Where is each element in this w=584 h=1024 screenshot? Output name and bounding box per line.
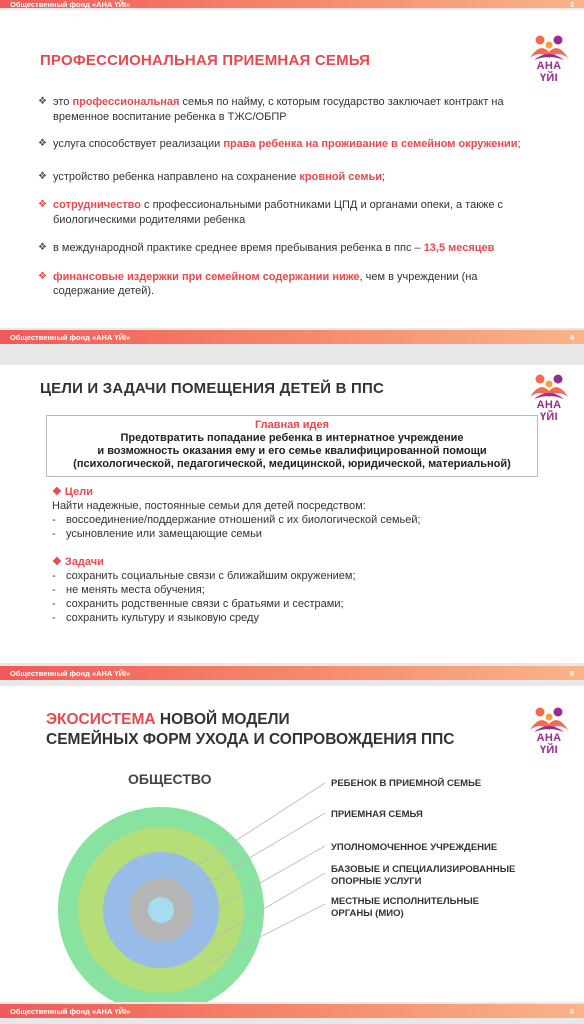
footer-org: Общественный фонд «АНА ҮЙІ» [10,332,131,342]
slide-6 [0,686,584,1002]
slide-title: ЦЕЛИ И ЗАДАЧИ ПОМЕЩЕНИЯ ДЕТЕЙ В ППС [40,380,385,397]
task-item: - сохранить родственные связи с братьями и сестрами; [52,597,532,611]
footer-bar-4 [0,330,584,344]
diamond-bullet-icon: ❖ [52,556,65,568]
bullet-item: ❖ в международной практике среднее время пребывания ребенка в ппс – 13,5 месяцев [38,242,495,254]
logo: АНА ҮЙІ [526,704,572,748]
goal-item: - усыновление или замещающие семьи [52,527,532,541]
slide-4 [0,10,584,328]
main-idea-line: Предотвратить попадание ребенка в интернатное учреждение [120,432,464,444]
page-number: 5 [569,668,574,678]
bullet-item: ❖ услуга способствует реализации права ребенка на проживание в семейном окружении; [38,138,521,150]
label-foster-family: ПРИЕМНАЯ СЕМЬЯ [331,809,423,820]
label-authorized-institution: УПОЛНОМОЧЕННОЕ УЧРЕЖДЕНИЕ [331,842,498,853]
page-number: 4 [569,332,574,342]
diamond-bullet-icon: ❖ [38,199,47,210]
bullet-list [38,95,538,299]
label-child: РЕБЕНОК В ПРИЕМНОЙ СЕМЬЕ [331,778,482,789]
task-item: - не менять места обучения; [52,583,532,597]
slide-5 [0,365,584,663]
logo: АНА ҮЙІ [526,371,572,415]
diamond-bullet-icon: ❖ [38,170,47,182]
footer-org: Общественный фонд «АНА ҮЙІ» [10,1006,131,1016]
slide-title: ЭКОСИСТЕМА НОВОЙ МОДЕЛИ СЕМЕЙНЫХ ФОРМ УХОДА И СОПРОВОЖДЕНИЯ ППС [46,711,455,748]
task-item: - сохранить социальные связи с ближайшим окружением; [52,569,532,583]
tasks-heading: ❖ Задачи [52,556,104,568]
slide-title: ПРОФЕССИОНАЛЬНАЯ ПРИЕМНАЯ СЕМЬЯ [40,52,371,69]
label-mio: МЕСТНЫЕ ИСПОЛНИТЕЛЬНЫЕ ОРГАНЫ (МИО) [331,896,479,919]
page-number: 3 [569,0,574,9]
diamond-bullet-icon: ❖ [38,270,47,282]
footer-org: Общественный фонд «АНА ҮЙІ» [10,0,131,9]
bullet-item: ❖ финансовые издержки при семейном содержании ниже, чем в учреждении (на содержание детей). [38,270,478,297]
bullet-item: ❖ это профессиональная семья по найму, с которым государство заключает контракт на временное воспитание ребенка в ТЖС/ОБПР [38,96,504,123]
footer-bar-6 [0,1004,584,1018]
diamond-bullet-icon: ❖ [38,242,47,253]
goals-section [52,485,532,625]
diamond-bullet-icon: ❖ [38,96,47,107]
family-logo-icon [526,32,572,62]
footer-bar-5 [0,666,584,680]
footer-bar-3 [0,0,584,8]
footer-org: Общественный фонд «АНА ҮЙІ» [10,668,131,678]
bullet-item: ❖ сотрудничество с профессиональными работниками ЦПД и органами опеки, а также с биологическими родителями ребенка [38,199,504,226]
society-label: ОБЩЕСТВО [128,771,212,787]
logo: АНА ҮЙІ [526,32,572,76]
goal-item: - воссоединение/поддержание отношений с их биологической семьей; [52,513,532,527]
main-idea-box [46,415,538,477]
goals-intro: Найти надежные, постоянные семьи для детей посредством: [52,500,366,512]
page-number: 6 [569,1006,574,1016]
main-idea-line: (психологической, педагогической, медицинской, юридической, материальной) [73,458,511,470]
main-idea-heading: Главная идея [254,419,330,431]
diamond-bullet-icon: ❖ [38,138,47,149]
main-idea-line: и возможность оказания ему и его семье квалифицированной помощи [97,445,487,457]
task-item: - сохранить культуру и языковую среду [52,611,532,625]
goals-heading: ❖ Цели [52,486,93,498]
diamond-bullet-icon: ❖ [52,486,65,498]
family-logo-icon [526,371,572,401]
bullet-item: ❖ устройство ребенка направлено на сохранение кровной семьи; [38,170,386,183]
label-services: БАЗОВЫЕ И СПЕЦИАЛИЗИРОВАННЫЕ ОПОРНЫЕ УСЛУГИ [331,864,516,887]
